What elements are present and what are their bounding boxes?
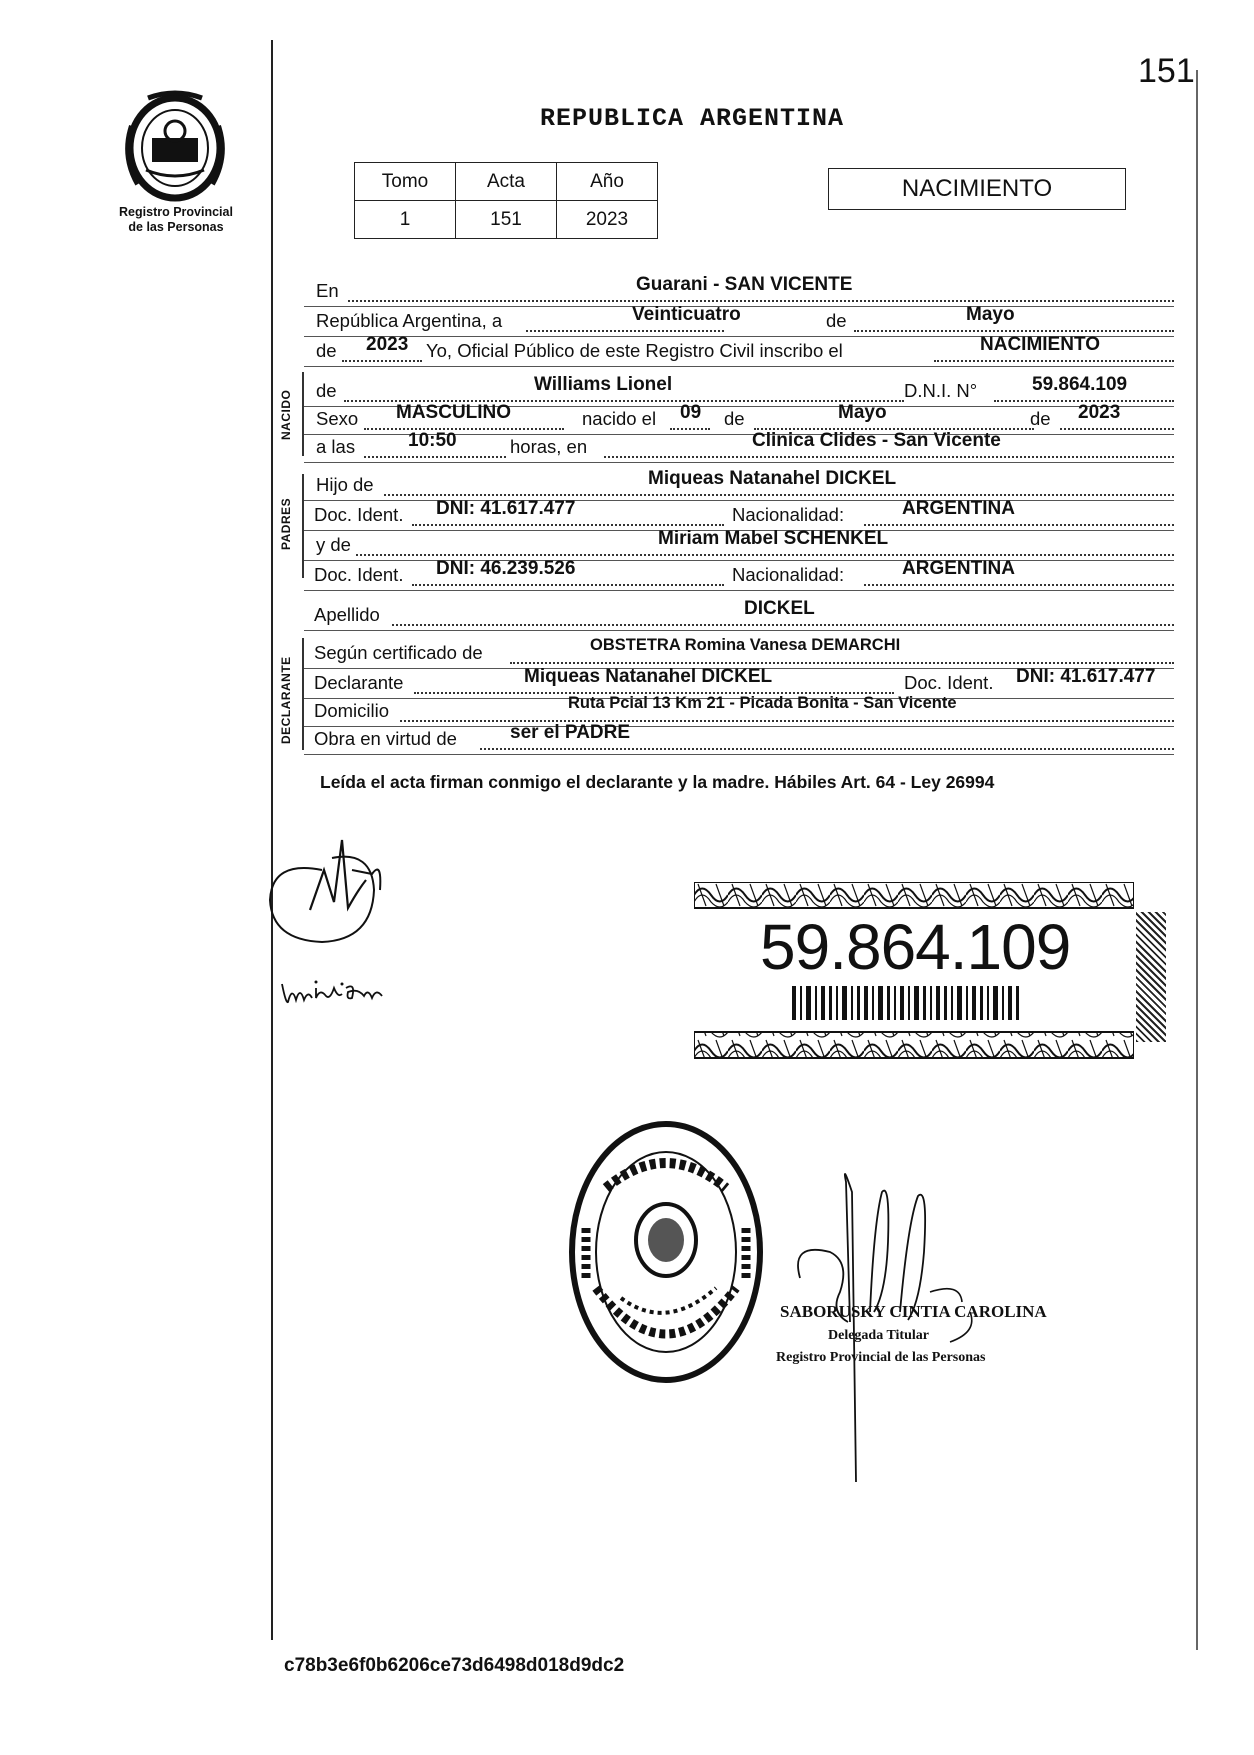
- registry-value-acta: 151: [456, 201, 557, 239]
- apellido-value: DICKEL: [744, 598, 815, 619]
- sexo-value: MASCULINO: [396, 402, 512, 423]
- de1-label: de: [826, 310, 847, 331]
- padre-value: Miqueas Natanahel DICKEL: [648, 468, 897, 489]
- row-hora: [314, 430, 1174, 460]
- row-domicilio: [314, 694, 1174, 724]
- declarante-value: Miqueas Natanahel DICKEL: [524, 666, 773, 687]
- madre-separator: [304, 560, 1174, 561]
- en-value: Guarani - SAN VICENTE: [636, 274, 853, 295]
- mes-value: Mayo: [966, 304, 1015, 325]
- row-republica: [314, 304, 1174, 334]
- de-label: de: [316, 380, 337, 401]
- nac-anio-value: 2023: [1078, 402, 1121, 423]
- inscripcion-value: NACIMIENTO: [980, 334, 1100, 355]
- registry-table: [354, 162, 658, 239]
- anio-value: 2023: [366, 334, 409, 355]
- hora-separator: [304, 462, 1174, 463]
- declarant-signature: [262, 830, 402, 950]
- act-type-box: NACIMIENTO: [828, 168, 1126, 210]
- official-signature: [790, 1162, 990, 1492]
- registry-logo: [118, 86, 232, 204]
- right-margin-line: [1196, 70, 1198, 1650]
- madre-nac-label: Nacionalidad:: [732, 564, 845, 585]
- madre-value: Miriam Mabel SCHENKEL: [658, 528, 889, 549]
- padre-nac-label: Nacionalidad:: [732, 504, 845, 525]
- certificado-value: OBSTETRA Romina Vanesa DEMARCHI: [590, 636, 901, 654]
- oficial-text: Yo, Oficial Público de este Registro Civil inscribo el: [426, 340, 843, 361]
- row-madre-doc: [314, 558, 1174, 588]
- declarante-label: Declarante: [314, 672, 404, 693]
- barcode-side-texture: [1136, 912, 1166, 1042]
- alas-label: a las: [316, 436, 356, 457]
- page-number: 151: [1138, 52, 1195, 90]
- apellido-label: Apellido: [314, 604, 380, 625]
- padre-doc-label: Doc. Ident.: [314, 504, 404, 525]
- domicilio-separator: [304, 726, 1174, 727]
- certificado-label: Según certificado de: [314, 642, 483, 663]
- registry-header-acta: Acta: [456, 163, 557, 201]
- padre-nac-value: ARGENTINA: [902, 498, 1015, 519]
- row-sexo: [314, 402, 1174, 432]
- document-title: REPUBLICA ARGENTINA: [540, 104, 845, 133]
- hijo-label: Hijo de: [316, 474, 374, 495]
- republica-label: República Argentina, a: [316, 310, 503, 331]
- dni-label: D.N.I. N°: [904, 380, 978, 401]
- row-padre-doc: [314, 498, 1174, 528]
- lugar-value: Clinica Clides - San Vicente: [752, 430, 1001, 451]
- row-obra: [314, 722, 1174, 752]
- official-office: Registro Provincial de las Personas: [776, 1350, 986, 1365]
- row-certificado: [314, 636, 1174, 666]
- logo-caption: [96, 205, 256, 235]
- logo-caption-line1: Registro Provincial: [119, 205, 233, 219]
- logo-caption-line2: de las Personas: [128, 220, 224, 234]
- declarante-bar: [302, 638, 304, 750]
- row-apellido: [314, 598, 1174, 628]
- madre-doc-label: Doc. Ident.: [314, 564, 404, 585]
- horas-label: horas, en: [510, 436, 588, 457]
- padre-doc-value: DNI: 41.617.477: [436, 498, 576, 519]
- official-seal: [566, 1118, 766, 1386]
- row-declarante: [314, 666, 1174, 696]
- madre-nac-value: ARGENTINA: [902, 558, 1015, 579]
- nac-mes-dots: [754, 416, 1034, 430]
- declarante-doc-value: DNI: 41.617.477: [1016, 666, 1156, 687]
- row-inscripcion: [314, 334, 1174, 364]
- nac-de1-label: de: [724, 408, 745, 429]
- registry-value-row: [355, 201, 658, 239]
- sexo-label: Sexo: [316, 408, 359, 429]
- row-madre: [314, 528, 1174, 558]
- yde-label: y de: [316, 534, 351, 555]
- registry-header-row: [355, 163, 658, 201]
- hora-value: 10:50: [408, 430, 457, 451]
- domicilio-value: Ruta Pcial 13 Km 21 - Picada Bonita - San Vicente: [568, 694, 957, 712]
- padres-bar: [302, 474, 304, 578]
- de2-label: de: [316, 340, 337, 361]
- nac-dia-value: 09: [680, 402, 702, 423]
- obra-label: Obra en virtud de: [314, 728, 457, 749]
- nac-mes-value: Mayo: [838, 402, 887, 423]
- nombre-value: Williams Lionel: [534, 374, 673, 395]
- nac-de2-label: de: [1030, 408, 1051, 429]
- section-declarante: DECLARANTE: [279, 656, 293, 744]
- official-name: SABORUSKY CINTIA CAROLINA: [780, 1302, 1047, 1321]
- official-role: Delegada Titular: [828, 1328, 929, 1343]
- inscripcion-separator: [304, 366, 1174, 367]
- mother-signature: [276, 974, 388, 1014]
- domicilio-label: Domicilio: [314, 700, 390, 721]
- padre-separator: [304, 500, 1174, 501]
- registry-header-tomo: Tomo: [355, 163, 456, 201]
- declarante-doc-label: Doc. Ident.: [904, 672, 994, 693]
- apellido-separator: [304, 630, 1174, 631]
- nacido-bar: [302, 372, 304, 456]
- madre-doc-value: DNI: 46.239.526: [436, 558, 576, 579]
- section-nacido: NACIDO: [279, 389, 293, 440]
- obra-separator: [304, 754, 1174, 755]
- document-hash: c78b3e6f0b6206ce73d6498d018d9dc2: [284, 1655, 625, 1676]
- dia-texto: Veinticuatro: [632, 304, 741, 325]
- nacido-label: nacido el: [582, 408, 657, 429]
- row-en: [314, 274, 1174, 304]
- registry-value-tomo: 1: [355, 201, 456, 239]
- registry-value-anio: 2023: [557, 201, 658, 239]
- registry-header-anio: Año: [557, 163, 658, 201]
- barcode-number: 59.864.109: [760, 911, 1071, 983]
- madre-doc-separator: [304, 590, 1174, 591]
- row-nombre: [314, 374, 1174, 404]
- obra-value: ser el PADRE: [510, 722, 631, 743]
- section-padres: PADRES: [279, 497, 293, 550]
- dni-value: 59.864.109: [1032, 374, 1128, 395]
- en-label: En: [316, 280, 339, 301]
- closing-text: Leída el acta firman conmigo el declarante y la madre. Hábiles Art. 64 - Ley 26994: [320, 772, 995, 792]
- row-padre: [314, 468, 1174, 498]
